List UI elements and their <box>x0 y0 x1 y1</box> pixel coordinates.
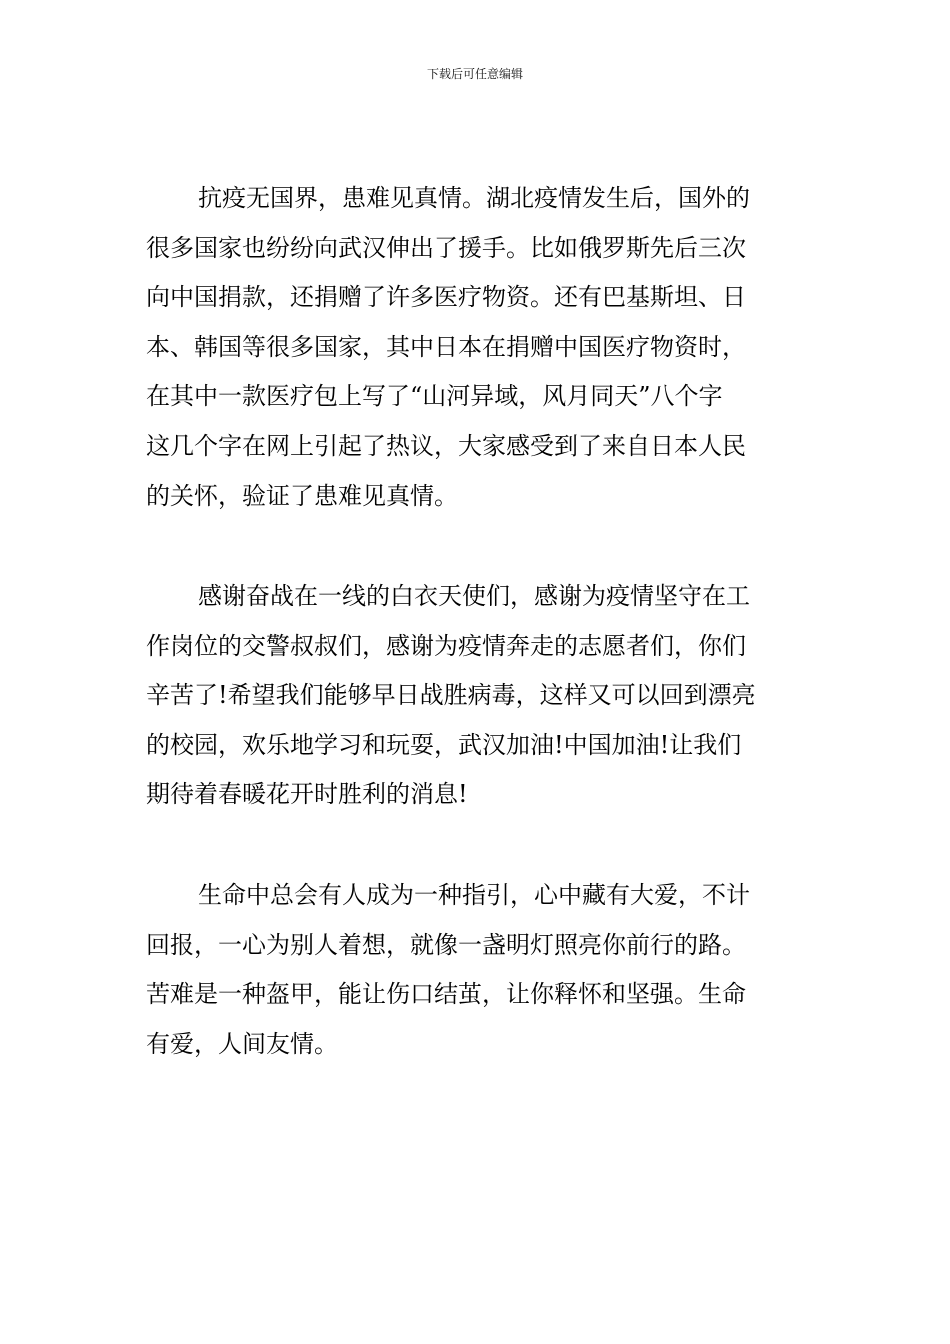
paragraph-line: 向中国捐款，还捐赠了许多医疗物资。还有巴基斯坦、日 <box>146 283 746 312</box>
paragraph-1 <box>146 174 810 521</box>
paragraph-line: 本、韩国等很多国家，其中日本在捐赠中国医疗物资时， <box>146 332 746 361</box>
page-header: 下载后可任意编辑 <box>426 67 523 81</box>
paragraph-2 <box>146 572 810 820</box>
paragraph-line: 很多国家也纷纷向武汉伸出了援手。比如俄罗斯先后三次 <box>146 233 746 262</box>
paragraph-line: 的校园，欢乐地学习和玩耍，武汉加油!中国加油!让我们 <box>146 730 742 759</box>
paragraph-line: 感谢奋战在一线的白衣天使们，感谢为疫情坚守在工 <box>198 582 750 610</box>
paragraph-line: 这几个字在网上引起了热议，大家感受到了来自日本人民 <box>146 431 746 460</box>
paragraph-line: 期待着春暖花开时胜利的消息! <box>146 780 468 809</box>
paragraph-line: 的关怀，验证了患难见真情。 <box>146 481 458 510</box>
paragraph-line: 在其中一款医疗包上写了“山河异域，风月同天”八个字 <box>146 382 723 411</box>
paragraph-3 <box>146 871 810 1069</box>
paragraph-line: 作岗位的交警叔叔们，感谢为疫情奔走的志愿者们，你们 <box>146 631 746 660</box>
paragraph-line: 有爱，人间友情。 <box>146 1029 338 1058</box>
paragraph-line: 生命中总会有人成为一种指引，心中藏有大爱，不计 <box>198 881 750 909</box>
paragraph-line: 苦难是一种盔甲，能让伤口结茧，让你释怀和坚强。生命 <box>146 980 746 1009</box>
paragraph-line: 辛苦了!希望我们能够早日战胜病毒，这样又可以回到漂亮 <box>146 681 756 710</box>
paragraph-line: 回报，一心为别人着想，就像一盏明灯照亮你前行的路。 <box>146 930 746 959</box>
paragraph-line: 抗疫无国界，患难见真情。湖北疫情发生后，国外的 <box>198 184 750 212</box>
